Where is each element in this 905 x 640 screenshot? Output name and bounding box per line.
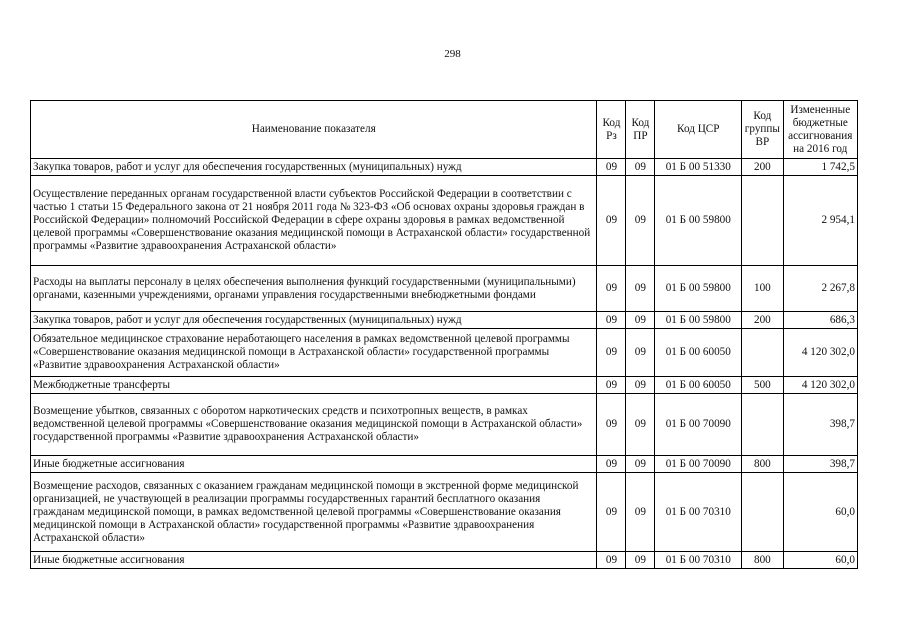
header-rz: Код Рз xyxy=(597,101,626,159)
row-csr: 01 Б 00 70310 xyxy=(655,552,742,569)
row-name: Возмещение убытков, связанных с оборотом наркотических средств и психотропных веществ, в рамках ведомственной целевой программы «Совершенствование оказания медицинской помощи в Астраханской области» государственной программы «Развитие здравоохранения Астраханской области» xyxy=(31,394,597,456)
row-rz: 09 xyxy=(597,377,626,394)
header-vr: Код группы ВР xyxy=(742,101,783,159)
table-row xyxy=(31,266,858,312)
row-name: Закупка товаров, работ и услуг для обеспечения государственных (муниципальных) нужд xyxy=(31,312,597,329)
row-rz: 09 xyxy=(597,159,626,176)
header-pr: Код ПР xyxy=(626,101,655,159)
table-row xyxy=(31,394,858,456)
budget-table xyxy=(30,100,858,569)
row-vr: 500 xyxy=(742,377,783,394)
row-name: Иные бюджетные ассигнования xyxy=(31,552,597,569)
row-vr: 200 xyxy=(742,312,783,329)
row-pr: 09 xyxy=(626,394,655,456)
table-row xyxy=(31,159,858,176)
row-vr xyxy=(742,394,783,456)
row-pr: 09 xyxy=(626,552,655,569)
row-csr: 01 Б 00 70090 xyxy=(655,394,742,456)
row-rz: 09 xyxy=(597,456,626,473)
row-csr: 01 Б 00 59800 xyxy=(655,176,742,266)
row-amount: 2 954,1 xyxy=(783,176,857,266)
row-rz: 09 xyxy=(597,329,626,377)
row-vr: 100 xyxy=(742,266,783,312)
row-name: Расходы на выплаты персоналу в целях обеспечения выполнения функций государственными (муниципальными) органами, казенными учреждениями, органами управления государственными внебюджетными фондами xyxy=(31,266,597,312)
row-vr xyxy=(742,176,783,266)
row-pr: 09 xyxy=(626,456,655,473)
row-amount: 60,0 xyxy=(783,552,857,569)
row-csr: 01 Б 00 51330 xyxy=(655,159,742,176)
row-amount: 4 120 302,0 xyxy=(783,377,857,394)
row-pr: 09 xyxy=(626,329,655,377)
row-amount: 2 267,8 xyxy=(783,266,857,312)
row-pr: 09 xyxy=(626,312,655,329)
header-amount: Измененные бюджетные ассигнования на 2016 год xyxy=(783,101,857,159)
row-pr: 09 xyxy=(626,159,655,176)
row-vr: 200 xyxy=(742,159,783,176)
row-rz: 09 xyxy=(597,552,626,569)
row-name: Межбюджетные трансферты xyxy=(31,377,597,394)
row-name: Иные бюджетные ассигнования xyxy=(31,456,597,473)
row-pr: 09 xyxy=(626,176,655,266)
row-amount: 60,0 xyxy=(783,473,857,552)
row-rz: 09 xyxy=(597,176,626,266)
row-pr: 09 xyxy=(626,473,655,552)
row-vr: 800 xyxy=(742,456,783,473)
row-pr: 09 xyxy=(626,377,655,394)
row-vr xyxy=(742,329,783,377)
row-csr: 01 Б 00 60050 xyxy=(655,377,742,394)
row-csr: 01 Б 00 60050 xyxy=(655,329,742,377)
row-csr: 01 Б 00 70310 xyxy=(655,473,742,552)
row-rz: 09 xyxy=(597,473,626,552)
row-name: Закупка товаров, работ и услуг для обеспечения государственных (муниципальных) нужд xyxy=(31,159,597,176)
table-row xyxy=(31,456,858,473)
row-name: Осуществление переданных органам государственной власти субъектов Российской Федерации в соответствии с частью 1 статьи 15 Федерального закона от 21 ноября 2011 года № 323-ФЗ «Об основах охраны здоровья граждан в Российской Федерации» полномочий Российской Федерации в сфере охраны здоровья в рамках ведомственной целевой программы «Совершенствование оказания медицинской помощи в Астраханской области» государственной программы «Развитие здравоохранения Астраханской области» xyxy=(31,176,597,266)
row-rz: 09 xyxy=(597,266,626,312)
row-vr xyxy=(742,473,783,552)
table-row xyxy=(31,377,858,394)
row-csr: 01 Б 00 59800 xyxy=(655,266,742,312)
row-name: Возмещение расходов, связанных с оказанием гражданам медицинской помощи в экстренной форме медицинской организацией, не участвующей в реализации программы государственных гарантий бесплатного оказания гражданам медицинской помощи, в рамках ведомственной целевой программы «Совершенствование оказания медицинской помощи в Астраханской области» государственной программы «Развитие здравоохранения Астраханской области» xyxy=(31,473,597,552)
row-csr: 01 Б 00 70090 xyxy=(655,456,742,473)
row-amount: 686,3 xyxy=(783,312,857,329)
row-vr: 800 xyxy=(742,552,783,569)
header-name: Наименование показателя xyxy=(31,101,597,159)
table-row xyxy=(31,176,858,266)
page-number: 298 xyxy=(444,48,461,60)
row-pr: 09 xyxy=(626,266,655,312)
row-csr: 01 Б 00 59800 xyxy=(655,312,742,329)
row-name: Обязательное медицинское страхование неработающего населения в рамках ведомственной целевой программы «Совершенствование оказания медицинской помощи в Астраханской области» государственной программы «Развитие здравоохранения Астраханской области» xyxy=(31,329,597,377)
table-row xyxy=(31,312,858,329)
row-amount: 1 742,5 xyxy=(783,159,857,176)
row-rz: 09 xyxy=(597,312,626,329)
table-header-row xyxy=(31,101,858,159)
row-rz: 09 xyxy=(597,394,626,456)
table-row xyxy=(31,329,858,377)
table-row xyxy=(31,552,858,569)
row-amount: 398,7 xyxy=(783,456,857,473)
row-amount: 4 120 302,0 xyxy=(783,329,857,377)
row-amount: 398,7 xyxy=(783,394,857,456)
header-csr: Код ЦСР xyxy=(655,101,742,159)
table-row xyxy=(31,473,858,552)
